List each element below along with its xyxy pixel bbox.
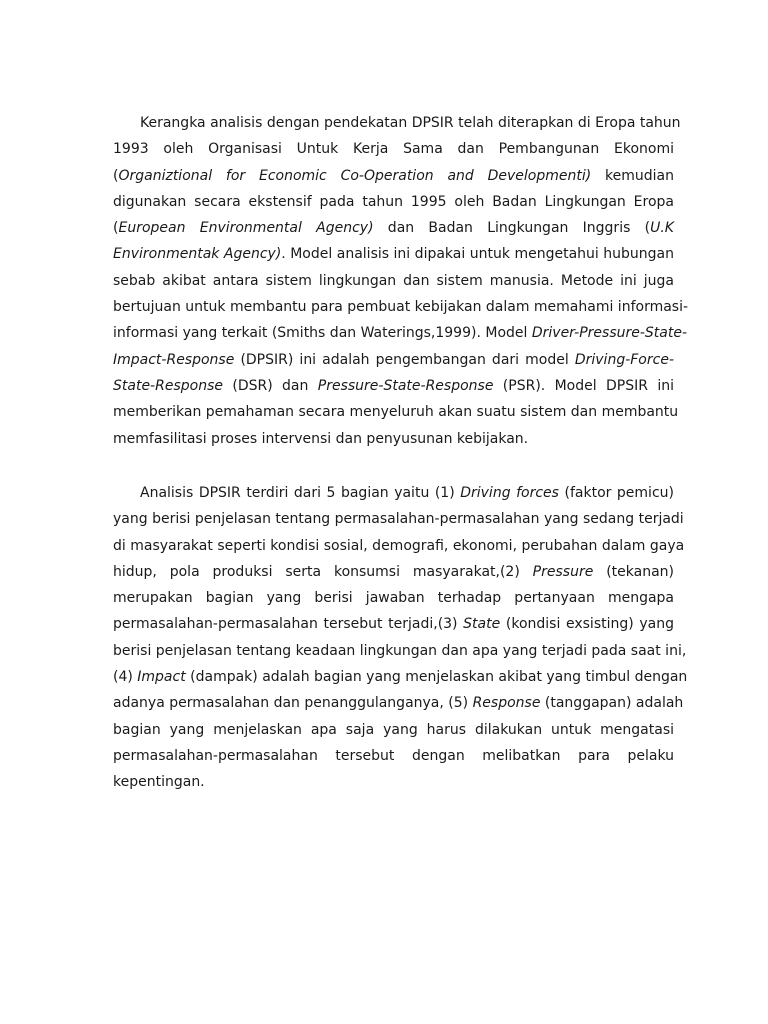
italic-text: Driving forces: [460, 485, 559, 501]
text-line: [113, 585, 674, 611]
text-segment: (kondisi exsisting) yang: [500, 616, 674, 633]
text-line: [113, 559, 674, 585]
text-line: [113, 533, 685, 559]
text-segment: 1993 oleh Organisasi Untuk Kerja Sama dan Pembangunan Ekonomi: [113, 141, 674, 158]
italic-text: Pressure: [532, 563, 594, 580]
text-line: [113, 347, 674, 373]
italic-text: State: [463, 616, 501, 633]
text-line: [113, 215, 674, 241]
text-line: [113, 480, 674, 506]
italic-text: European Environmental Agency): [118, 220, 374, 237]
text-line: [113, 690, 684, 716]
italic-text: Pressure-State-Response: [317, 377, 494, 394]
text-line: [113, 136, 674, 162]
text-line: [113, 399, 679, 425]
text-line: [113, 320, 688, 346]
text-segment: (PSR). Model DPSIR ini: [493, 377, 674, 394]
paragraph-dpsir-components: [113, 480, 688, 796]
text-line: [113, 717, 674, 743]
text-segment: memfasilitasi proses intervensi dan penyusunan kebijakan.: [113, 430, 529, 447]
text-segment: berisi penjelasan tentang keadaan lingkungan dan apa yang terjadi pada saat ini,: [113, 642, 687, 659]
text-segment: digunakan secara ekstensif pada tahun 1995 oleh Badan Lingkungan Eropa: [113, 193, 674, 210]
text-segment: (DPSIR) ini adalah pengembangan dari model: [234, 351, 575, 368]
text-segment: permasalahan-permasalahan tersebut dengan melibatkan para pelaku: [113, 747, 674, 764]
italic-text: U.K: [650, 220, 674, 237]
text-segment: kepentingan.: [113, 774, 205, 791]
text-segment: (: [113, 220, 119, 237]
text-segment: adanya permasalahan dan penanggulanganya, (5): [113, 695, 473, 712]
text-segment: (DSR) dan: [222, 377, 318, 394]
text-segment: permasalahan-permasalahan tersebut terjadi,(3): [113, 616, 464, 633]
text-segment: informasi yang terkait (Smiths dan Waterings,1999). Model: [113, 325, 532, 342]
text-segment: (4): [113, 669, 138, 686]
text-segment: Analisis DPSIR terdiri dari 5 bagian yaitu (1): [140, 485, 461, 501]
text-segment: (dampak) adalah bagian yang menjelaskan akibat yang timbul dengan: [185, 669, 688, 686]
text-line: [113, 163, 674, 189]
italic-text: Driver-Pressure-State-: [531, 325, 688, 342]
text-line: [113, 664, 688, 690]
text-segment: (: [113, 167, 119, 184]
text-line: [113, 426, 674, 452]
text-segment: . Model analisis ini dipakai untuk mengetahui hubungan: [281, 246, 674, 263]
text-line: [113, 294, 689, 320]
italic-text: Response: [472, 695, 541, 712]
text-segment: memberikan pemahaman secara menyeluruh akan suatu sistem dan membantu: [113, 404, 679, 421]
text-line: [113, 769, 674, 795]
text-segment: hidup, pola produksi serta konsumsi masyarakat,(2): [113, 563, 533, 580]
italic-text: Organiztional for Economic Co-Operation and Developmenti): [118, 167, 592, 184]
text-line: [113, 373, 674, 399]
text-segment: bagian yang menjelaskan apa saja yang harus dilakukan untuk mengatasi: [113, 721, 674, 738]
italic-text: Impact-Response: [113, 351, 235, 368]
paragraph-dpsir-framework: [113, 110, 689, 452]
text-segment: sebab akibat antara sistem lingkungan dan sistem manusia. Metode ini juga: [113, 272, 674, 289]
text-line: [113, 611, 674, 637]
text-segment: dan Badan Lingkungan Inggris (: [373, 220, 651, 237]
text-line: [113, 743, 674, 769]
text-segment: kemudian: [591, 167, 674, 184]
italic-text: Impact: [137, 669, 186, 686]
text-segment: di masyarakat seperti kondisi sosial, demografi, ekonomi, perubahan dalam gaya: [113, 537, 685, 554]
text-line: [113, 638, 687, 664]
italic-text: Driving-Force-: [574, 351, 674, 368]
text-segment: bertujuan untuk membantu para pembuat kebijakan dalam memahami informasi-: [113, 299, 689, 316]
text-segment: merupakan bagian yang berisi jawaban terhadap pertanyaan mengapa: [113, 590, 674, 607]
italic-text: Environmentak Agency): [113, 246, 282, 263]
text-segment: (faktor pemicu): [558, 485, 674, 501]
text-segment: (tekanan): [593, 563, 674, 580]
text-segment: Kerangka analisis dengan pendekatan DPSIR telah diterapkan di Eropa tahun: [140, 115, 681, 131]
text-segment: yang berisi penjelasan tentang permasalahan-permasalahan yang sedang terjadi: [113, 511, 684, 528]
text-line: [113, 241, 674, 267]
text-line: [113, 268, 674, 294]
text-line: [113, 189, 674, 215]
italic-text: State-Response: [113, 377, 223, 394]
text-line: [113, 506, 684, 532]
text-segment: (tanggapan) adalah: [540, 695, 684, 712]
text-line: [113, 110, 681, 136]
